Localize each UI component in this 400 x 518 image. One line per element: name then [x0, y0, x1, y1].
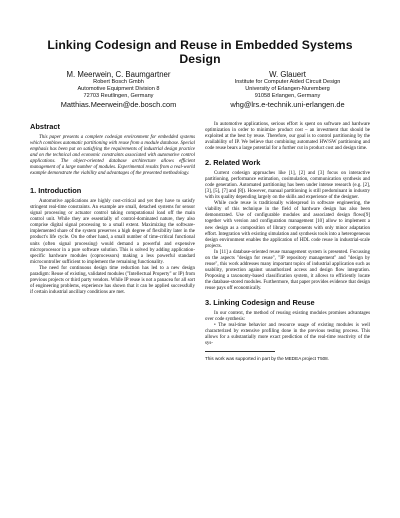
footnote: This work was supported in part by the MEDEA project T508.	[205, 356, 330, 362]
author-dept: University of Erlangen-Nuremberg	[245, 86, 330, 93]
section-heading: 3. Linking Codesign and Reuse	[205, 297, 315, 307]
author-org: Robert Bosch Gmbh	[93, 79, 144, 85]
paragraph: • The real-time behavior and resource usage of existing modules is well characterized by extensive profiling done in the previous testing process. This allows for a substantially more exact prediction of the real-time reactivity of the sys-	[205, 322, 370, 346]
author-name: M. Meerwein, C. Baumgartner	[66, 70, 171, 79]
author-name: W. Glauert	[269, 70, 306, 79]
author-city: 91058 Erlangen, Germany	[254, 93, 321, 100]
paragraph: In our context, the method of reusing existing modules promises advantages over code synthesis:	[205, 310, 370, 322]
paragraph: The need for continuous design time reduction has led to a new design paradigm: Reuse of existing, validated modules ("Intellectual Property" or IP) from previous projects or third party vendors. While IP reuse is not a panacea for all sort of engineering problems, experience has shown that it can be applied successfully if certain industrial ancillary conditions are met.	[30, 265, 195, 295]
author-block	[30, 70, 370, 109]
author-dept: Automotive Equipment Division 8	[77, 86, 160, 93]
section-heading: 2. Related Work	[205, 158, 261, 168]
author-org: Institute for Computer Aided Circuit Design	[234, 79, 341, 85]
abstract-heading: Abstract	[30, 122, 60, 132]
paragraph: In [11] a database-oriented reuse management system is presented. Focussing on the aspects "design for reuse", "IP repository management" and "design by reuse", this work addresses many important topics of industrial application such as usability, protection against unauthorized access and design flow integration. Proposing a taxonomy-based classification system, it allows to efficiently locate the database-stored modules. Furthermore, that paper provides evidence that design reuse pays off economically.	[205, 249, 370, 291]
author-left	[36, 70, 201, 109]
right-column	[205, 122, 370, 361]
author-right	[205, 70, 370, 109]
section-heading: 1. Introduction	[30, 186, 82, 196]
author-city: 72703 Reutlingen, Germany	[83, 93, 154, 100]
footnote-rule	[205, 351, 275, 352]
body-columns	[30, 122, 370, 361]
paragraph: In automotive applications, serious effort is spent on software and hardware optimization in order to minimize product cost – an investment that should be exploited at the best by reuse. Therefore, our goal is to control partitioning by the availability of IP. We believe that combining automated HW/SW partitioning and code reuse bears a large potential for a further cut in product cost and design time.	[205, 122, 370, 152]
paragraph: While code reuse is traditionally widespread in software engineering, the viability of this technique in the field of hardware design has also been demonstrated. Use of configurable modules and associated design flows[9] together with version and configuration management [10] allow to implement a new design as a composition of library components with only minor adaptation effort. Integration with existing simulation and synthesis tools into a heterogeneous design environment enables the application of HDL code reuse in industrial-scale projects.	[205, 201, 370, 249]
paragraph: Current codesign approaches like [1], [2] and [3] focus on interactive partitioning, performance estimation, cosimulation, communication synthesis and code generation. Automated partitioning has been under intense research (e.g. [2], [3], [5], [7] and [8]). However, manual partitioning is still predominant in industry with its quality depending largely on the skills and experience of the designer.	[205, 171, 370, 201]
author-email: whg@lrs.e-technik.uni-erlangen.de	[230, 100, 345, 110]
author-email: Matthias.Meerwein@de.bosch.com	[60, 100, 177, 110]
paragraph: Automotive applications are highly cost-critical and yet they have to satisfy stringent real-time constraints. An example are small, detached systems for sensor signal processing or actuator control taking computational load off the main control unit. While they are essentially of control-dominated nature, they also comprise digital signal processing to a small extent. Maximizing the software-implemented share of the system preserves a high degree of flexibility later in the product's life cycle. On the other hand, a small number of time-critical functional units (often signal processing) would demand a powerful and expensive microprocessor in a pure software solution. This is solved by adding application-specific hardware modules (coprocessors) making a less powerful standard microcontroller sufficient to implement the remaining functionality.	[30, 199, 195, 265]
abstract-text: This paper presents a complete codesign environment for embedded systems which combines automatic partitioning with reuse from a module database. Special emphasis has been put on satisfying the requirements of industrial design practice and on the technical and economic constraints associated with automotive control applications. The object-oriented database architecture allows efficient management of a large number of modules. Experimental results from a real-world example demonstrate the viability and advantages of the presented methodology.	[30, 135, 195, 177]
left-column	[30, 122, 195, 361]
paper-title: Linking Codesign and Reuse in Embedded Systems Design	[47, 38, 353, 66]
